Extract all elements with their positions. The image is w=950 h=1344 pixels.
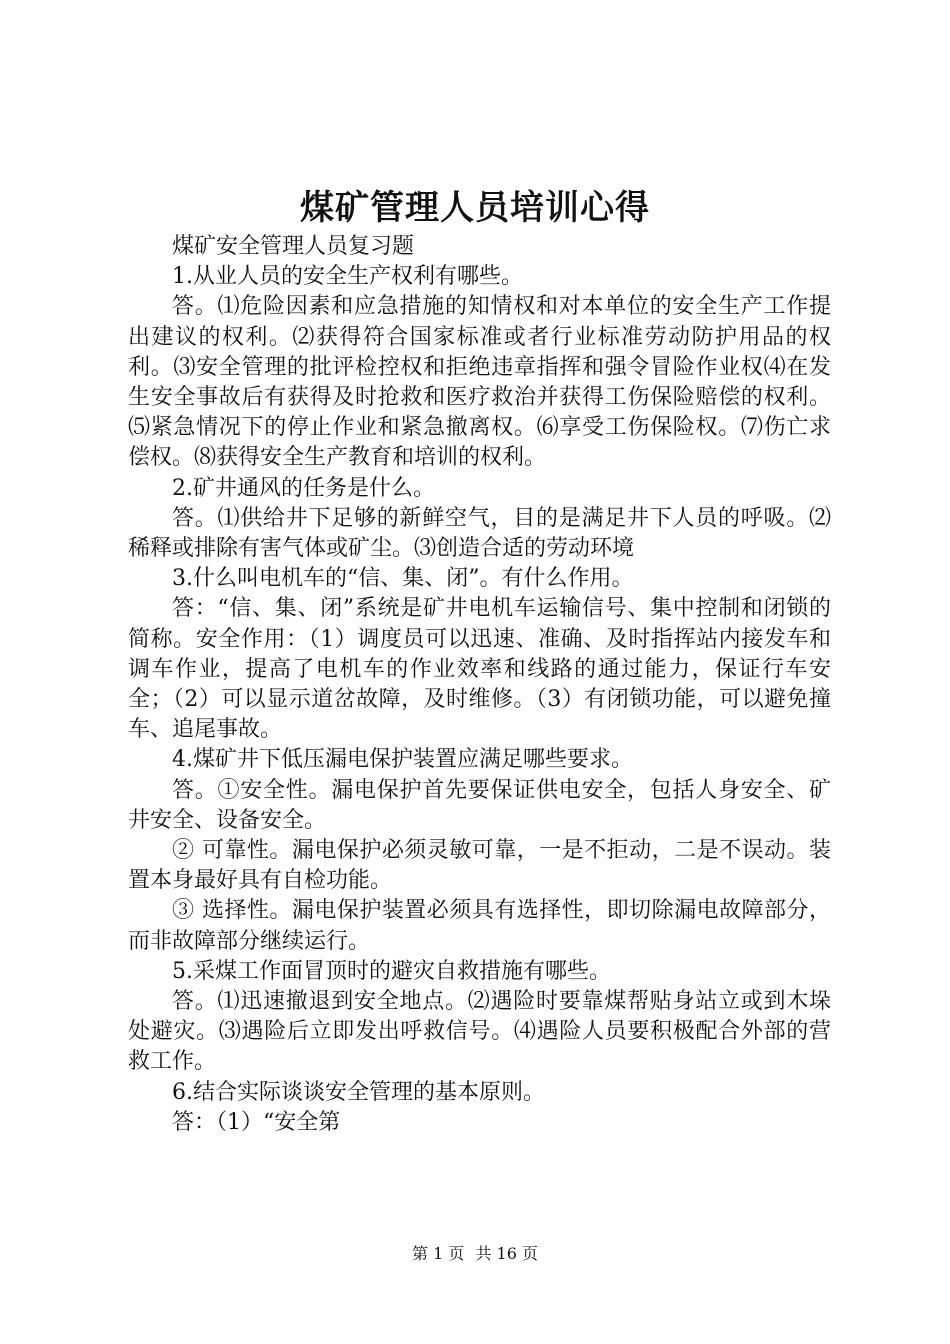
- page-title: 煤矿管理人员培训心得: [300, 188, 650, 228]
- paragraph: 2.矿井通风的任务是什么。: [172, 475, 435, 501]
- paragraph: ② 可靠性。漏电保护必须灵敏可靠，一是不拒动，二是不误动。装置本身最好具有自检功能。: [128, 838, 831, 894]
- paragraph: 6.结合实际谈谈安全管理的基本原则。: [172, 1079, 545, 1105]
- page-total: 共 16 页: [475, 1244, 538, 1263]
- page-number: 第 1 页: [412, 1244, 465, 1263]
- paragraph: 4.煤矿井下低压漏电保护装置应满足哪些要求。: [172, 747, 633, 773]
- paragraph: 答。⑴供给井下足够的新鲜空气，目的是满足井下人员的呼吸。⑵稀释或排除有害气体或矿尘。⑶创造合适的劳动环境: [128, 505, 831, 562]
- paragraph: 5.采煤工作面冒顶时的避灾自救措施有哪些。: [172, 958, 611, 984]
- paragraph: 答：“信、集、闭”系统是矿井电机车运输信号、集中控制和闭锁的简称。安全作用：（1）调度员可以迅速、准确、及时指挥站内接发车和调车作业，提高了电机车的作业效率和线路的通过能力，保证行车安全；（2）可以显示道岔故障，及时维修。（3）有闭锁功能，可以避免撞车、追尾事故。: [128, 596, 831, 743]
- paragraph: 答。⑴迅速撤退到安全地点。⑵遇险时要靠煤帮贴身站立或到木垛处避灾。⑶遇险后立即发出呼救信号。⑷遇险人员要积极配合外部的营救工作。: [128, 989, 831, 1075]
- paragraph: 答。①安全性。漏电保护首先要保证供电安全，包括人身安全、矿井安全、设备安全。: [128, 777, 831, 833]
- paragraph: 答：（1）“安全第: [172, 1109, 341, 1135]
- paragraph: 1.从业人员的安全生产权利有哪些。: [172, 264, 523, 290]
- page-footer: [0, 1242, 950, 1266]
- paragraph: 煤矿安全管理人员复习题: [172, 234, 415, 259]
- paragraph: 3.什么叫电机车的“信、集、闭”。有什么作用。: [172, 566, 634, 592]
- paragraph: 答。⑴危险因素和应急措施的知情权和对本单位的安全生产工作提出建议的权利。⑵获得符合国家标准或者行业标准劳动防护用品的权利。⑶安全管理的批评检控权和拒绝违章指挥和强令冒险作业权⑷在发生安全事故后有获得及时抢救和医疗救治并获得工伤保险赔偿的权利。⑸紧急情况下的停止作业和紧急撤离权。⑹享受工伤保险权。⑺伤亡求偿权。⑻获得安全生产教育和培训的权利。: [128, 294, 831, 471]
- document-body: [128, 232, 831, 1138]
- paragraph: ③ 选择性。漏电保护装置必须具有选择性，即切除漏电故障部分，而非故障部分继续运行。: [128, 898, 831, 954]
